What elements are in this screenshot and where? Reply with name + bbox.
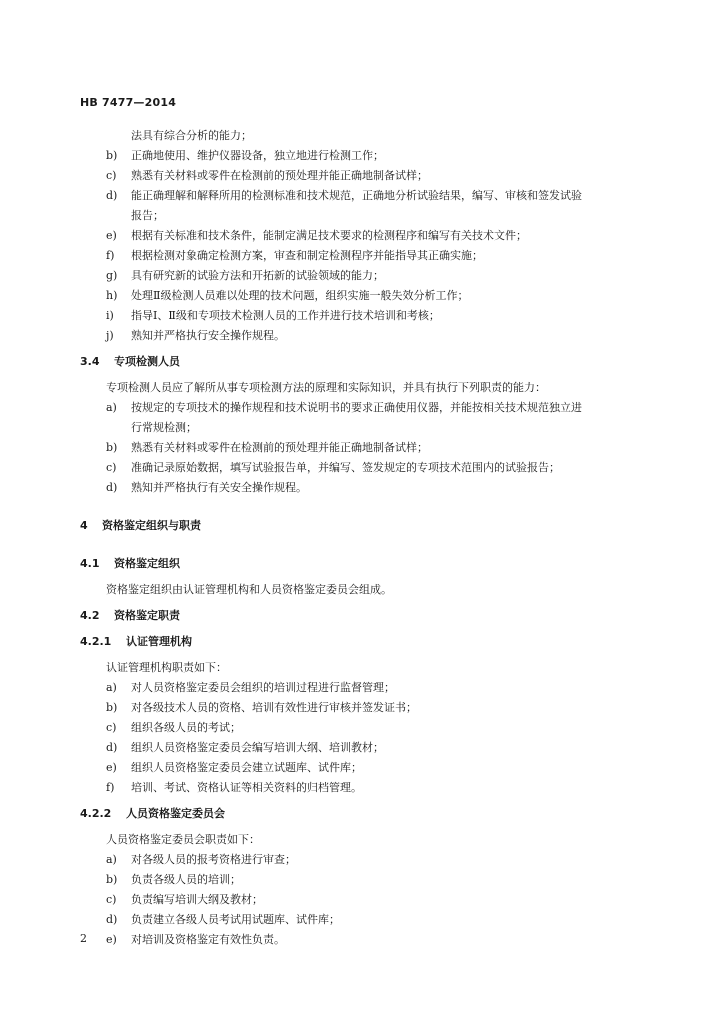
standard-header: HB 7477—2014: [80, 96, 177, 109]
item-marker: b): [106, 149, 118, 162]
item-text: 熟悉有关材料或零件在检测前的预处理并能正确地制备试样；: [131, 441, 428, 454]
item-marker: j): [106, 329, 114, 342]
list-item: [80, 758, 640, 778]
list-item: [80, 478, 640, 498]
item-marker: e): [106, 761, 117, 774]
item-marker: d): [106, 189, 118, 202]
list-item: [80, 166, 640, 186]
section-text: 资格鉴定组织由认证管理机构和人员资格鉴定委员会组成。: [106, 583, 392, 596]
item-text: 培训、考试、资格认证等相关资料的归档管理。: [131, 781, 362, 794]
item-marker: i): [106, 309, 114, 322]
item-marker: e): [106, 933, 117, 946]
section-title: 资格鉴定职责: [114, 609, 180, 622]
section-3-4-list: [80, 398, 640, 498]
section-heading-4-2: [80, 606, 640, 626]
section-title: 专项检测人员: [114, 355, 180, 368]
item-text: 能正确理解和解释所用的检测标准和技术规范，正确地分析试验结果，编写、审核和签发试验: [131, 189, 582, 202]
list-item: [80, 930, 640, 950]
list-item: [80, 206, 640, 226]
section-number: 4.2.1: [80, 635, 112, 648]
section-number: 3.4: [80, 355, 100, 368]
item-text: 熟知并严格执行有关安全操作规程。: [131, 481, 307, 494]
continuation-line: 法具有综合分析的能力；: [131, 129, 252, 142]
list-item: [80, 306, 640, 326]
item-text: 组织各级人员的考试；: [131, 721, 241, 734]
item-text: 对各级人员的报考资格进行审查；: [131, 853, 296, 866]
item-marker: f): [106, 249, 115, 262]
item-marker: h): [106, 289, 118, 302]
item-text: 组织人员资格鉴定委员会建立试题库、试件库；: [131, 761, 362, 774]
item-text: 对各级技术人员的资格、培训有效性进行审核并签发证书；: [131, 701, 417, 714]
item-text: 熟知并严格执行安全操作规程。: [131, 329, 285, 342]
item-marker: e): [106, 229, 117, 242]
item-text: 指导Ⅰ、Ⅱ级和专项技术检测人员的工作并进行技术培训和考核；: [131, 309, 440, 322]
item-marker: [106, 418, 131, 438]
list-item: [80, 398, 640, 418]
item-text: 负责各级人员的培训；: [131, 873, 241, 886]
list-item: [80, 778, 640, 798]
item-text: 按规定的专项技术的操作规程和技术说明书的要求正确使用仪器，并能按相关技术规范独立进: [131, 401, 582, 414]
section-intro: 专项检测人员应了解所从事专项检测方法的原理和实际知识，并具有执行下列职责的能力：: [106, 381, 546, 394]
item-marker: c): [106, 893, 117, 906]
item-text: 对培训及资格鉴定有效性负责。: [131, 933, 285, 946]
item-marker: b): [106, 441, 118, 454]
list-item: [80, 266, 640, 286]
item-text: 熟悉有关材料或零件在检测前的预处理并能正确地制备试样；: [131, 169, 428, 182]
item-text: 处理Ⅱ级检测人员难以处理的技术问题，组织实施一般失效分析工作；: [131, 289, 469, 302]
item-marker: d): [106, 741, 118, 754]
section-number: 4.2.2: [80, 807, 112, 820]
item-text: 负责编写培训大纲及教材；: [131, 893, 263, 906]
section-4-2-1-list: [80, 678, 640, 798]
section-number: 4: [80, 519, 88, 532]
page-content: [80, 126, 640, 950]
list-item: [80, 870, 640, 890]
section-intro: 人员资格鉴定委员会职责如下：: [106, 833, 260, 846]
section-heading-4: [80, 516, 640, 536]
section-number: 4.1: [80, 557, 100, 570]
item-text: 正确地使用、维护仪器设备，独立地进行检测工作；: [131, 149, 384, 162]
item-text: 行常规检测；: [131, 421, 197, 434]
section-title: 人员资格鉴定委员会: [126, 807, 225, 820]
item-text: 根据检测对象确定检测方案，审查和制定检测程序并能指导其正确实施；: [131, 249, 483, 262]
item-marker: f): [106, 781, 115, 794]
list-item: [80, 226, 640, 246]
item-text: 负责建立各级人员考试用试题库、试件库；: [131, 913, 340, 926]
list-item: [80, 698, 640, 718]
item-marker: c): [106, 721, 117, 734]
item-marker: b): [106, 873, 118, 886]
item-text: 根据有关标准和技术条件，能制定满足技术要求的检测程序和编写有关技术文件；: [131, 229, 527, 242]
list-item: [80, 286, 640, 306]
item-marker: a): [106, 853, 117, 866]
list-item: [80, 326, 640, 346]
list-item: [80, 186, 640, 206]
section-number: 4.2: [80, 609, 100, 622]
section-heading-4-2-1: [80, 632, 640, 652]
section-title: 资格鉴定组织与职责: [102, 519, 201, 532]
item-marker: b): [106, 701, 118, 714]
item-marker: c): [106, 461, 117, 474]
section-heading-4-1: [80, 554, 640, 574]
section-heading-4-2-2: [80, 804, 640, 824]
item-text: 对人员资格鉴定委员会组织的培训过程进行监督管理；: [131, 681, 395, 694]
item-marker: d): [106, 481, 118, 494]
section-intro: 认证管理机构职责如下：: [106, 661, 227, 674]
list-item: [80, 458, 640, 478]
list-item: [80, 246, 640, 266]
list-item: [80, 890, 640, 910]
list-item: [80, 678, 640, 698]
section-title: 认证管理机构: [126, 635, 192, 648]
item-marker: a): [106, 401, 117, 414]
item-marker: g): [106, 269, 118, 282]
item-marker: c): [106, 169, 117, 182]
list-item: [80, 418, 640, 438]
list-item: [80, 438, 640, 458]
page-number: 2: [80, 932, 87, 945]
section-4-2-2-list: [80, 850, 640, 950]
item-text: 准确记录原始数据，填写试验报告单，并编写、签发规定的专项技术范围内的试验报告；: [131, 461, 560, 474]
list-item: [80, 738, 640, 758]
item-text: 报告；: [131, 209, 164, 222]
list-item: [80, 910, 640, 930]
list-item: [80, 850, 640, 870]
section-heading-3-4: [80, 352, 640, 372]
list-item: [80, 146, 640, 166]
prev-section-list: [80, 146, 640, 346]
item-text: 组织人员资格鉴定委员会编写培训大纲、培训教材；: [131, 741, 384, 754]
item-marker: d): [106, 913, 118, 926]
item-text: 具有研究新的试验方法和开拓新的试验领域的能力；: [131, 269, 384, 282]
list-item: [80, 718, 640, 738]
section-title: 资格鉴定组织: [114, 557, 180, 570]
item-marker: [106, 206, 131, 226]
item-marker: a): [106, 681, 117, 694]
